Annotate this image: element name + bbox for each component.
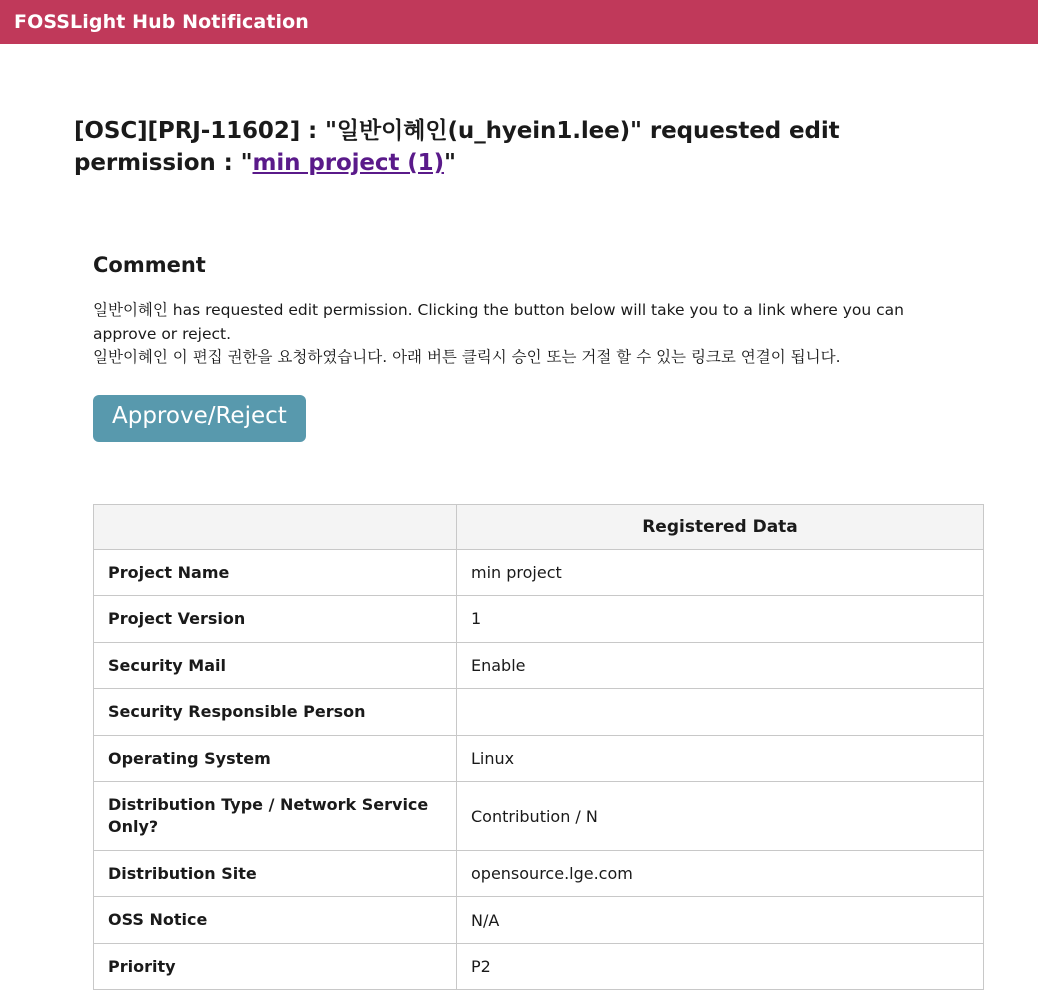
row-label: Distribution Type / Network Service Only? bbox=[94, 782, 457, 850]
table-row bbox=[94, 642, 984, 689]
email-body bbox=[0, 116, 1038, 990]
subject-prefix: [OSC][PRJ-11602] : "일반이혜인(u_hyein1.lee)" requested edit permission : " bbox=[74, 118, 840, 176]
row-label: Distribution Site bbox=[94, 850, 457, 897]
comment-section bbox=[74, 253, 964, 990]
row-value: P2 bbox=[457, 943, 984, 990]
table-row bbox=[94, 943, 984, 990]
subject-suffix: " bbox=[444, 149, 456, 176]
comment-text-ko: 일반이혜인 이 편집 권한을 요청하였습니다. 아래 버튼 클릭시 승인 또는 거절 할 수 있는 링크로 연결이 됩니다. bbox=[93, 347, 841, 366]
row-value: Enable bbox=[457, 642, 984, 689]
approve-reject-button[interactable]: Approve/Reject bbox=[93, 395, 306, 441]
row-value: N/A bbox=[457, 897, 984, 944]
table-row bbox=[94, 897, 984, 944]
row-label: Project Version bbox=[94, 596, 457, 643]
table-header-registered-data: Registered Data bbox=[457, 504, 984, 549]
table-row bbox=[94, 850, 984, 897]
table-row bbox=[94, 549, 984, 596]
row-value: Linux bbox=[457, 735, 984, 782]
table-row bbox=[94, 735, 984, 782]
row-value: min project bbox=[457, 549, 984, 596]
comment-text-en: 일반이혜인 has requested edit permission. Clicking the button below will take you to a link where you can approve or reject. bbox=[93, 301, 904, 343]
app-title: FOSSLight Hub Notification bbox=[14, 11, 309, 33]
row-label: Project Name bbox=[94, 549, 457, 596]
registered-data-table bbox=[93, 504, 984, 991]
row-value: Contribution / N bbox=[457, 782, 984, 850]
table-header-row bbox=[94, 504, 984, 549]
table-row bbox=[94, 689, 984, 736]
row-value: 1 bbox=[457, 596, 984, 643]
comment-heading: Comment bbox=[93, 253, 206, 278]
row-value bbox=[457, 689, 984, 736]
table-row bbox=[94, 596, 984, 643]
notification-header-bar bbox=[0, 0, 1038, 44]
row-label: OSS Notice bbox=[94, 897, 457, 944]
project-link[interactable]: min project (1) bbox=[252, 149, 444, 176]
row-label: Security Responsible Person bbox=[94, 689, 457, 736]
page-title bbox=[74, 116, 964, 179]
comment-text bbox=[93, 299, 953, 369]
row-label: Priority bbox=[94, 943, 457, 990]
table-row bbox=[94, 782, 984, 850]
row-label: Operating System bbox=[94, 735, 457, 782]
row-value: opensource.lge.com bbox=[457, 850, 984, 897]
row-label: Security Mail bbox=[94, 642, 457, 689]
table-header-label bbox=[94, 504, 457, 549]
